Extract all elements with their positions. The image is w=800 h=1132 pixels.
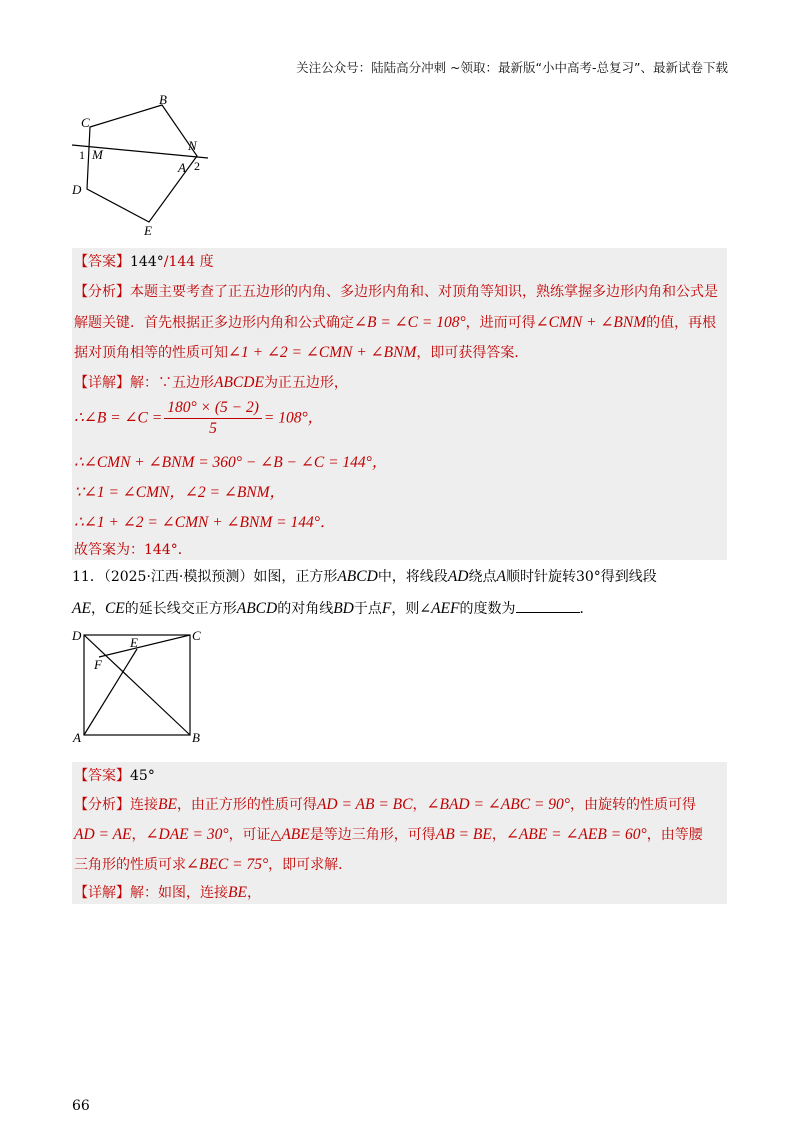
label-B: B — [159, 92, 167, 107]
answer-box-2: 【答案】45° 【分析】连接BE，由正方形的性质可得AD = AB = BC，∠BAD = ∠ABC = 90°，由旋转的性质可得 AD = AE，∠DAE = 30°，可证△ABE是等边三角形，可得AB = BE，∠ABE = ∠AEB = 60°，由等腰 三角形的性质可求∠BEC = 75°，即可求解． 【详解】解：如图，连接BE， — [72, 762, 727, 904]
label-1: 1 — [79, 148, 85, 162]
pentagon-figure — [66, 92, 216, 242]
label-F: F — [94, 657, 102, 672]
label-M: M — [92, 147, 103, 162]
analysis-text: 本题主要考查了正五边形的内角、多边形内角和、对顶角等知识，熟练掌握多边形内角和公式是 — [130, 284, 718, 300]
label-E: E — [130, 635, 138, 650]
label-N: N — [188, 138, 197, 153]
label-A: A — [178, 160, 186, 175]
label-B: B — [192, 730, 200, 745]
final-answer: 故答案为：144°． — [74, 542, 192, 558]
label-C: C — [81, 115, 90, 130]
detail-tag: 【详解】 — [74, 375, 130, 391]
answer-value: 144° — [130, 254, 164, 270]
detail-tag: 【详解】 — [74, 885, 130, 901]
page-header: 关注公众号：陆陆高分冲刺 ~领取：最新版“小中高考-总复习”、最新试卷下载 — [296, 60, 728, 75]
label-C: C — [192, 628, 201, 643]
answer-value: 45° — [130, 768, 155, 784]
label-2: 2 — [194, 159, 200, 173]
label-D: D — [72, 182, 82, 197]
label-E: E — [144, 223, 152, 238]
fraction: $\frac{180^\circ \times (5 - 2)}{5}$ — [164, 398, 262, 439]
answer-box-1: 【答案】144°/144 度 【分析】本题主要考查了正五边形的内角、多边形内角和、对顶角等知识，熟练掌握多边形内角和公式是 解题关键．首先根据正多边形内角和公式确定∠B = ∠C = 108°，进而可得∠CMN + ∠BNM的值，再根 据对顶角相等的性质可知∠1 + ∠2 = ∠CMN + ∠BNM，即可获得答案． 【详解】解：∵五边形ABCDE为正五边形， ∴∠B = ∠C = $\frac{180^\circ \times (5 - 2)}{5}$ = 108°， ∴∠CMN + ∠BNM = 360° − ∠B − ∠C = 144°， ∵∠1 = ∠CMN，∠2 = ∠BNM， ∴∠1 + ∠2 = ∠CMN + ∠BNM = 144°． 故答案为：144°． — [72, 248, 727, 560]
analysis-tag: 【分析】 — [74, 797, 130, 813]
label-D: D — [72, 628, 82, 643]
square-figure — [66, 624, 206, 746]
answer-tag: 【答案】 — [74, 254, 130, 270]
question-11-line2: AE，CE的延长线交正方形ABCD的对角线BD于点F，则∠AEF的度数为 ． — [72, 600, 594, 617]
question-11-line1: 11．（2025·江西·模拟预测）如图，正方形ABCD中，将线段AD绕点A顺时针旋转30°得到线段 — [72, 568, 657, 585]
analysis-tag: 【分析】 — [74, 284, 130, 300]
answer-alt: /144 度 — [163, 254, 214, 270]
label-A: A — [73, 730, 81, 745]
answer-blank — [516, 598, 580, 613]
page-number: 66 — [72, 1098, 90, 1114]
answer-tag: 【答案】 — [74, 768, 130, 784]
